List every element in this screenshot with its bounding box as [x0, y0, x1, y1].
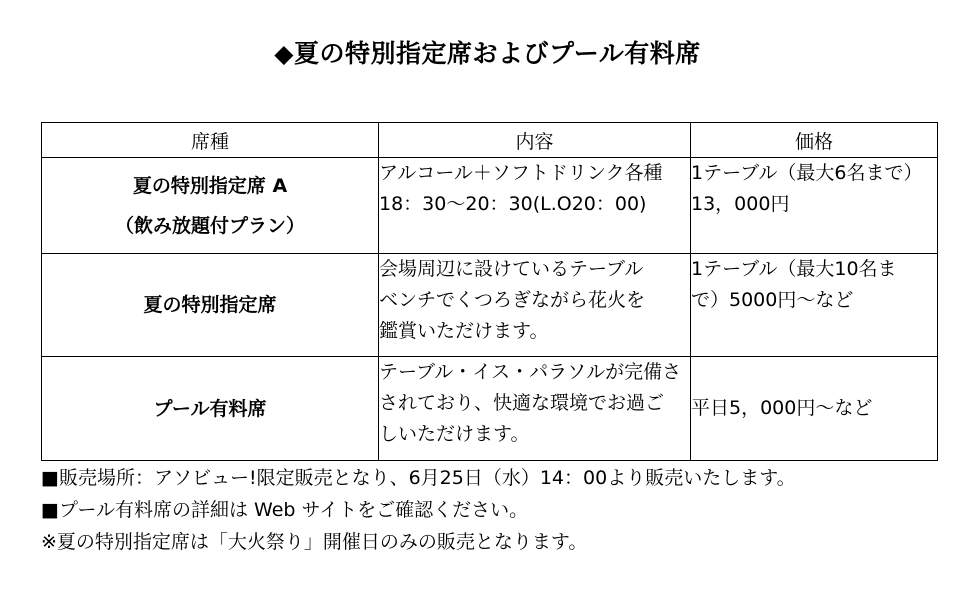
seat-table	[41, 122, 938, 461]
notes	[41, 462, 796, 558]
price-line: で）5000円～など	[691, 289, 854, 311]
note-pool-details: ■プール有料席の詳細は Web サイトをご確認ください。	[41, 499, 529, 521]
content-line: テーブル・イス・パラソルが完備さ	[379, 361, 682, 383]
content-line: しいただけます。	[379, 423, 530, 445]
seat-cell	[42, 254, 379, 357]
table-header-row	[42, 123, 938, 158]
table-row	[42, 254, 938, 357]
price-cell	[691, 158, 938, 254]
content-line: されており、快適な環境でお過ご	[379, 392, 665, 414]
seat-cell	[42, 357, 379, 461]
content-line: アルコール＋ソフトドリンク各種	[379, 162, 663, 184]
header-price: 価格	[691, 123, 938, 158]
content-line: 会場周辺に設けているテーブル	[379, 258, 644, 280]
content-line: ベンチでくつろぎながら花火を	[379, 289, 646, 311]
content-cell	[379, 254, 691, 357]
page-title: ◆夏の特別指定席およびプール有料席	[274, 39, 701, 68]
content-line: 18：30～20：30(L.O20：00)	[379, 193, 647, 215]
header-content: 内容	[379, 123, 691, 158]
seat-name: プール有料席	[153, 397, 267, 420]
seat-cell	[42, 158, 379, 254]
price-cell	[691, 357, 938, 461]
price-line: 平日5，000円～など	[691, 397, 873, 419]
note-sales-location: ■販売場所：アソビュー!限定販売となり、6月25日（水）14：00より販売いたします。	[41, 467, 796, 489]
seat-plan: （飲み放題付プラン）	[114, 214, 305, 237]
price-line: 1テーブル（最大6名まで）	[691, 162, 923, 184]
note-festival-only: ※夏の特別指定席は「大火祭り」開催日のみの販売となります。	[41, 531, 588, 553]
price-line: 13，000円	[691, 193, 790, 215]
content-cell	[379, 357, 691, 461]
seat-name: 夏の特別指定席 A	[132, 174, 288, 197]
table-row	[42, 158, 938, 254]
table-row	[42, 357, 938, 461]
content-line: 鑑賞いただけます。	[379, 320, 549, 342]
content-cell	[379, 158, 691, 254]
header-seat-type: 席種	[42, 123, 379, 158]
seat-name: 夏の特別指定席	[143, 294, 277, 316]
price-line: 1テーブル（最大10名ま	[691, 258, 897, 280]
price-cell	[691, 254, 938, 357]
